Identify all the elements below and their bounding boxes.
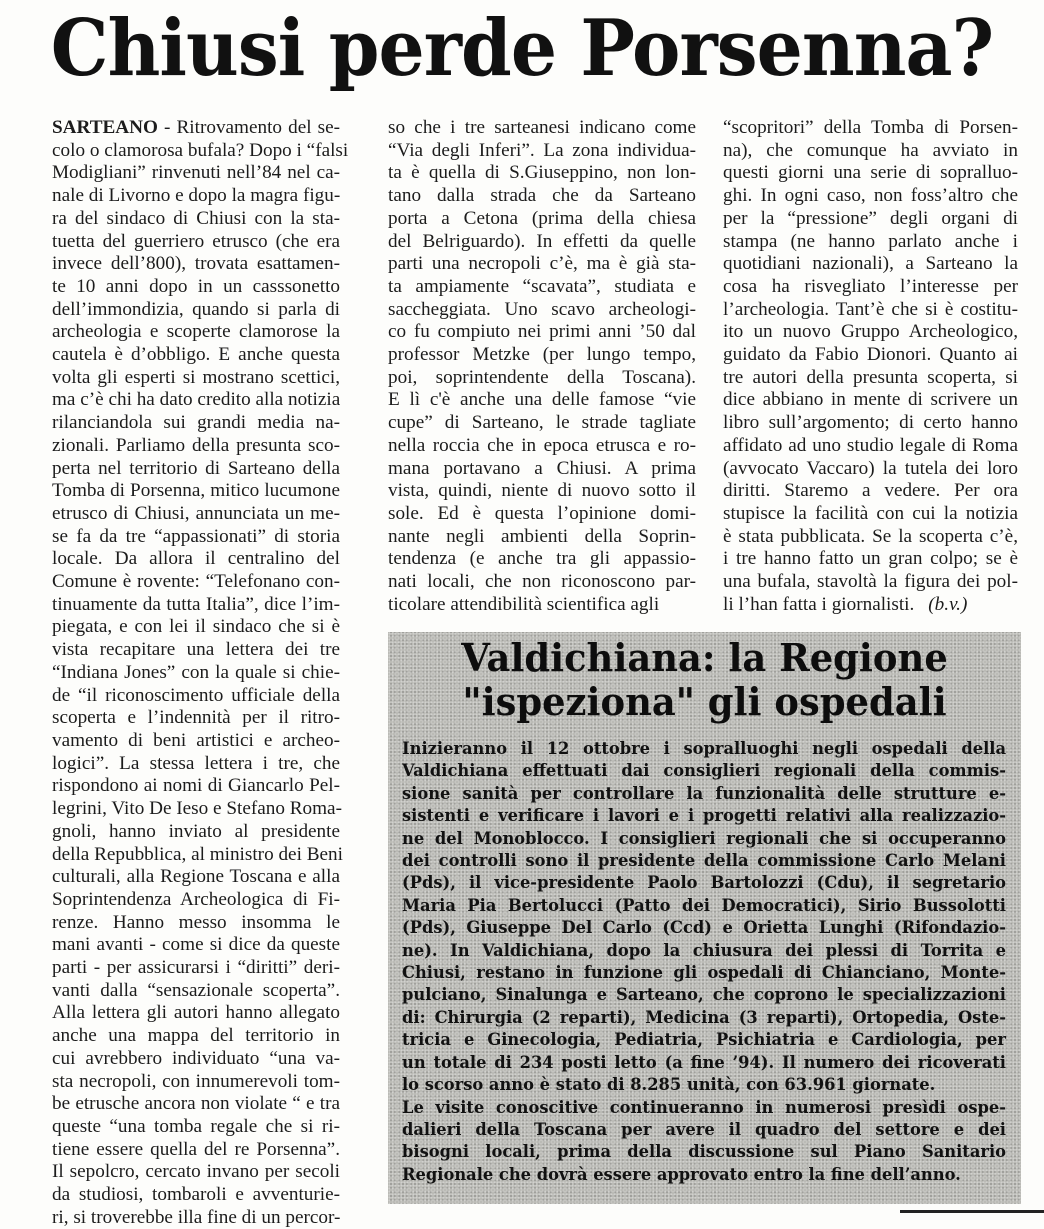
article-line: be etrusche ancora non violate “ e tra — [52, 1093, 340, 1115]
article-line: na), che comunque ha avviato in — [723, 139, 1018, 161]
side-article-line: tricia e Ginecologia, Pediatria, Psichiatria e Cardiologia, per — [402, 1030, 1006, 1050]
article-line: invece dell’800), trovata esattamen- — [52, 253, 340, 275]
article-line: so che i tre sarteanesi indicano come — [388, 117, 696, 138]
article-line: logici”. La stessa lettera i tre, che — [52, 752, 340, 774]
article-line: quotidiani nazionali), a Sarteano la — [723, 253, 1018, 275]
article-line: saccheggiata. Uno scavo archeologi- — [388, 298, 696, 320]
article-line: tinuamente da tutta Italia”, dice l’im- — [52, 593, 340, 615]
article-line: del Belriguardo). In effetti da quelle — [388, 230, 696, 252]
article-line: è stata pubblicata. Se la scoperta c’è, — [723, 525, 1018, 547]
article-line: “Indiana Jones” con la quale si chie- — [52, 661, 340, 683]
side-article-line: sione sanità per controllare la funzionalità delle strutture e- — [402, 783, 1006, 803]
side-article-line: sistenti e verificare i lavori e i progetti relativi alla realizzazio- — [402, 806, 1006, 826]
article-line: guidato da Fabio Dionori. Quanto ai — [723, 344, 1018, 366]
article-line: vanti dalla “sensazionale scoperta”. — [52, 979, 340, 1001]
article-line: ta è quella di S.Giuseppino, non lon- — [388, 162, 696, 184]
article-line: Alla lettera gli autori hanno allegato — [52, 1002, 340, 1024]
article-line: li l’han fatta i giornalisti. (b.v.) — [723, 593, 968, 615]
side-article-line: bisogni locali, prima della discussione sul Piano Sanitario — [402, 1142, 1006, 1162]
article-line: rispondono ai nomi di Giancarlo Pel- — [52, 775, 340, 797]
side-article-title-line-2: "ispeziona" gli ospedali — [462, 679, 947, 724]
side-article-line: lo scorso anno è stato di 8.285 unità, con 63.961 giornate. — [402, 1075, 936, 1095]
article-line: etrusco di Chiusi, annunciata un me- — [52, 502, 340, 524]
article-line: archeologia e scoperte clamorose la — [52, 321, 340, 343]
article-line: culturali, alla Regione Toscana e alla — [52, 866, 340, 888]
article-line: cautela è d’obbligo. E anche questa — [52, 344, 340, 366]
article-line: sole. Ed è questa l’opinione domi- — [388, 502, 696, 524]
article-column-1 — [52, 117, 349, 1229]
article-line: tendenza (e anche tra gli appassio- — [388, 548, 696, 570]
article-line: cui avrebbero individuato “una va- — [52, 1047, 340, 1069]
article-column-2 — [388, 117, 696, 616]
article-line: zionali. Parliamo della presunta sco- — [52, 434, 340, 456]
side-article-line: ne). In Valdichiana, dopo la chiusura dei plessi di Torrita e — [402, 940, 1006, 960]
article-line: parti una necropoli c’è, ma è già sta- — [388, 253, 696, 275]
side-article-line: dalieri della Toscana per avere il quadro del settore e dei — [402, 1119, 1006, 1139]
article-line: porta a Cetona (prima della chiesa — [388, 207, 696, 229]
side-article-body — [402, 738, 1006, 1186]
article-line: ri, si troverebbe illa fine di un percor- — [52, 1206, 341, 1228]
article-line: (avvocato Vaccaro) la tutela dei loro — [723, 457, 1018, 479]
side-article-line: (Pds), il vice-presidente Paolo Bartolozzi (Cdu), il segretario — [402, 873, 1006, 893]
article-line: legrini, Vito De Ieso e Stefano Roma- — [52, 798, 342, 820]
article-line: te 10 anni dopo in un casssonetto — [52, 275, 340, 297]
article-line: co fu compiuto nei primi anni ’50 dal — [388, 321, 696, 343]
article-line: professor Metzke (per lungo tempo, — [388, 344, 696, 366]
article-line: “scopritori” della Tomba di Porsen- — [723, 117, 1018, 138]
side-article-line: Regionale che dovrà essere approvato entro la fine dell’anno. — [402, 1164, 961, 1184]
article-line: parti - per assicurarsi i “diritti” deri- — [52, 957, 340, 979]
article-line: della Repubblica, al ministro dei Beni — [52, 843, 343, 865]
article-line: ma c’è chi ha dato credito alla notizia — [52, 389, 341, 411]
article-line: piegata, e con lei il sindaco che si è — [52, 616, 340, 638]
article-line: scoperta e l’indennità per il ritro- — [52, 707, 340, 729]
side-article-line: Inizieranno il 12 ottobre i sopralluoghi negli ospedali della — [402, 739, 1006, 758]
article-line: Il sepolcro, cercato invano per secoli — [52, 1161, 340, 1183]
author-signature: (b.v.) — [928, 593, 968, 615]
article-line: mana portavano a Chiusi. A prima — [388, 457, 696, 479]
article-line: ito un nuovo Gruppo Archeologico, — [723, 321, 1018, 343]
dateline: SARTEANO — [52, 117, 158, 138]
article-line: tre autori della presunta scoperta, si — [723, 366, 1018, 388]
article-line: renze. Hanno messo insomma le — [52, 911, 340, 933]
article-line: anche una mappa del territorio in — [52, 1025, 340, 1047]
side-article-line: dei controlli sono il presidente della commissione Carlo Melani — [402, 851, 1006, 871]
side-article-line: (Pds), Giuseppe Del Carlo (Ccd) e Orietta Lunghi (Rifondazio- — [402, 918, 1006, 938]
article-line: Comune è rovente: “Telefonano con- — [52, 571, 340, 593]
article-line: vista recapitare una lettera dei tre — [52, 639, 340, 661]
article-line: nante negli ambienti della Soprin- — [388, 525, 696, 547]
side-article-line: ne del Monoblocco. I consiglieri regionali che si occuperanno — [402, 828, 1006, 848]
article-line: queste “una tomba regale che si ri- — [52, 1115, 340, 1137]
article-line: colo o clamorosa bufala? Dopo i “falsi — [52, 139, 349, 161]
article-line: perta nel territorio di Sarteano della — [52, 457, 340, 479]
side-article-box — [388, 632, 1021, 1204]
side-article-line: Le visite conoscitive continueranno in numerosi presìdi ospe- — [402, 1097, 1006, 1117]
article-line: Soprintendenza Archeologica di Fi- — [52, 888, 340, 910]
article-line: libro sull’argomento; di certo hanno — [723, 412, 1018, 434]
side-article-line: di: Chirurgia (2 reparti), Medicina (3 reparti), Ortopedia, Oste- — [402, 1007, 1006, 1027]
article-line: nella roccia che in epoca etrusca e ro- — [388, 434, 696, 456]
article-line: mani avanti - come si dice da queste — [52, 934, 340, 956]
article-line: tuetta del guerriero etrusco (che era — [52, 230, 340, 252]
article-line: sta necropoli, con innumerevoli tom- — [52, 1070, 340, 1092]
article-line: cupe” di Sarteano, le strade tagliate — [388, 412, 696, 434]
article-line: cosa ha risvegliato l’interesse per — [723, 275, 1018, 297]
article-column-3 — [723, 117, 1018, 616]
article-line: Modigliani” rinvenuti nell’84 nel ca- — [52, 162, 340, 184]
article-line: vamento di beni artistici e archeo- — [52, 729, 340, 751]
article-line: per la “pressione” degli organi di — [723, 207, 1018, 229]
article-line: una bufala, stavoltà la figura dei pol- — [723, 571, 1018, 593]
article-line: ticolare attendibilità scientifica agli — [388, 593, 660, 615]
article-line: ghi. In ogni caso, non foss’altro che — [723, 185, 1018, 207]
article-line: se fa da tre “appassionati” di storia — [52, 525, 340, 547]
article-line: stupisce la facilità con cui la notizia — [723, 502, 1018, 524]
article-line: ta ampiamente “scavata”, studiata e — [388, 275, 696, 297]
article-line: tiene essere quella del re Porsenna”. — [52, 1138, 340, 1160]
article-line: tano dalla strada che da Sarteano — [388, 185, 696, 207]
side-article-title — [397, 636, 1011, 724]
side-article-line: Chiusi, restano in funzione gli ospedali di Chianciano, Monte- — [402, 963, 1006, 983]
article-line: dell’immondizia, quando si parla di — [52, 298, 340, 320]
article-line: affidato ad uno studio legale di Roma — [723, 434, 1018, 456]
article-line: ra del sindaco di Chiusi con la sta- — [52, 207, 340, 229]
article-line: “Via degli Inferi”. La zona individua- — [388, 139, 696, 161]
article-line: diritti. Staremo a vedere. Per ora — [723, 480, 1018, 502]
side-article-line: un totale di 234 posti letto (a fine ’94). Il numero dei ricoverati — [402, 1052, 1006, 1072]
article-line: rilanciandola sui grandi media na- — [52, 412, 340, 434]
article-line: da studiosi, tombaroli e avventurie- — [52, 1184, 340, 1206]
article-line: poi, soprintendente della Toscana). — [388, 366, 696, 388]
article-line: questi giorni una serie di sopralluo- — [723, 162, 1018, 184]
side-article-line: pulciano, Sinalunga e Sarteano, che coprono le specializzazioni — [402, 985, 1006, 1005]
article-line: l’archeologia. Tant’è che si è costitu- — [723, 298, 1018, 320]
article-line: Tomba di Porsenna, mitico lucumone — [52, 480, 340, 502]
article-line: stampa (ne hanno parlato anche i — [723, 230, 1018, 252]
article-line: E lì c'è anche una delle famose “vie — [388, 389, 696, 411]
article-line: volta gli esperti si mostrano scettici, — [52, 366, 340, 388]
article-line: nale di Livorno e dopo la magra figu- — [52, 185, 341, 207]
article-line: locale. Da allora il centralino del — [52, 548, 340, 570]
article-line: nati locali, che non riconoscono par- — [388, 571, 696, 593]
article-line: SARTEANO - Ritrovamento del se- — [52, 117, 340, 138]
article-line: gnoli, hanno inviato al presidente — [52, 820, 340, 842]
bottom-rule — [900, 1210, 1044, 1213]
headline: Chiusi perde Porsenna? — [50, 3, 994, 94]
article-line: vista, quindi, niente di nuovo sotto il — [388, 480, 696, 502]
side-article-line: Valdichiana effettuati dai consiglieri regionali della commis- — [402, 761, 1006, 781]
article-line: dice abbiano in mente di scrivere un — [723, 389, 1018, 411]
article-line: i tre hanno fatto un gran colpo; se è — [723, 548, 1018, 570]
article-line: de “il riconoscimento ufficiale della — [52, 684, 340, 706]
side-article-title-line-1: Valdichiana: la Regione — [461, 635, 948, 680]
side-article-line: Maria Pia Bertolucci (Patto dei Democratici), Sirio Bussolotti — [402, 895, 1006, 915]
